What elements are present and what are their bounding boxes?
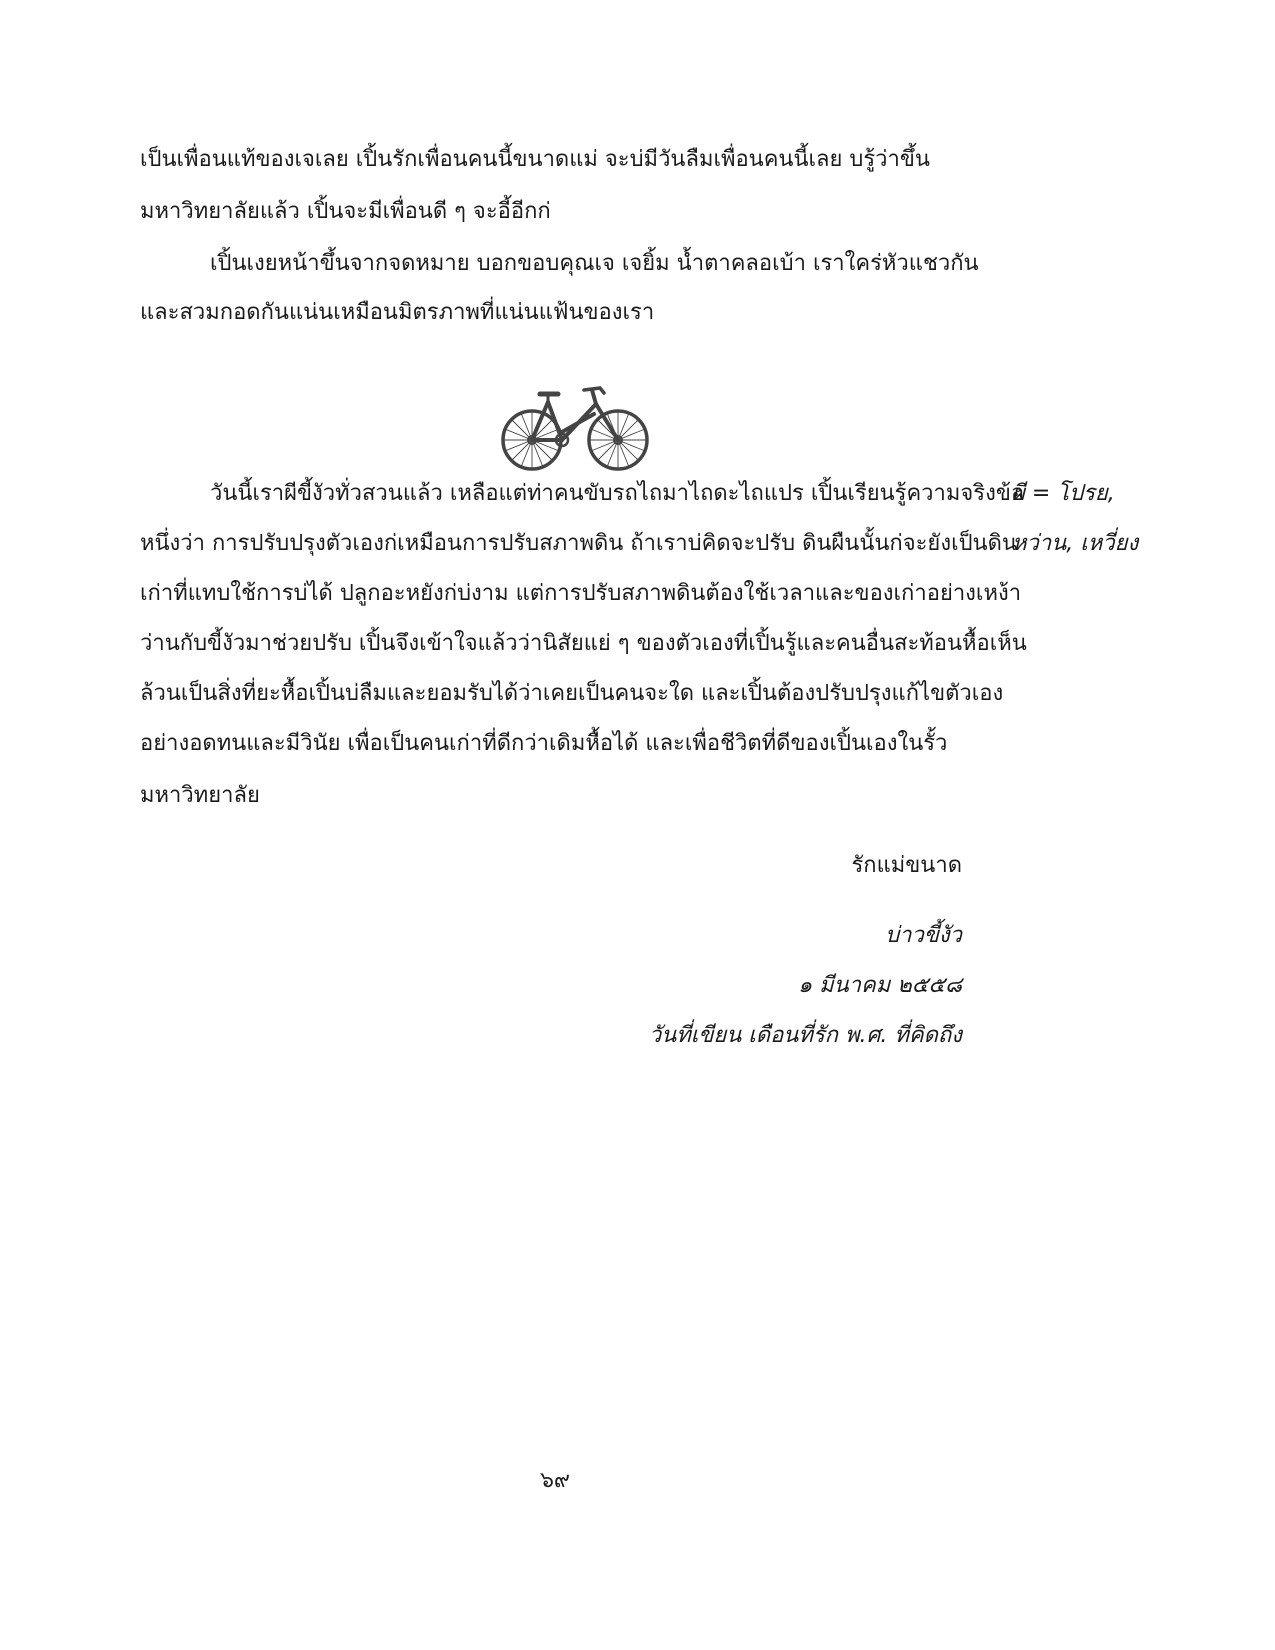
closing-caption: วันที่เขียน เดือนที่รัก พ.ศ. ที่คิดถึง xyxy=(648,1023,962,1048)
paragraph-line: หนึ่งว่า การปรับปรุงตัวเองก่เหมือนการปรับสภาพดิน ถ้าเราบ่คิดจะปรับ ดินผืนนั้นก่จะยังเป็นดิน xyxy=(140,531,1017,556)
closing-sender: บ่าวขี้งัว xyxy=(885,923,962,948)
paragraph-line: มหาวิทยาลัยแล้ว เปิ้นจะมีเพื่อนดี ๆ จะอี้อีกก่ xyxy=(140,199,551,224)
page-number: ๖๙ xyxy=(539,1468,571,1493)
paragraph-line: และสวมกอดกันแน่นเหมือนมิตรภาพที่แน่นแฟ้นของเรา xyxy=(140,300,655,325)
paragraph-line: ว่านกับขี้งัวมาช่วยปรับ เปิ้นจึงเข้าใจแล้วว่านิสัยแย่ ๆ ของตัวเองที่เปิ้นรู้และคนอื่นสะท้อนหื้อเห็น xyxy=(140,631,1027,656)
paragraph-line: เปิ้นเงยหน้าขึ้นจากจดหมาย บอกขอบคุณเจ เจยิ้ม น้ำตาคลอเบ้า เราใคร่หัวแชวกัน xyxy=(210,251,979,276)
paragraph-line: เป็นเพื่อนแท้ของเจเลย เปิ้นรักเพื่อนคนนี้ขนาดแม่ จะบ่มีวันลืมเพื่อนคนนี้เลย บรู้ว่าขึ้น xyxy=(140,147,930,172)
closing-salutation: รักแม่ขนาด xyxy=(851,853,962,878)
paragraph-line: มหาวิทยาลัย xyxy=(140,783,260,808)
paragraph-line: อย่างอดทนและมีวินัย เพื่อเป็นคนเก่าที่ดีกว่าเดิมหื้อได้ และเพื่อชีวิตที่ดีของเปิ้นเองในรั้ว xyxy=(140,731,948,756)
paragraph-line: เก่าที่แทบใช้การบ่ได้ ปลูกอะหยังก่บ่งาม แต่การปรับสภาพดินต้องใช้เวลาและของเก่าอย่างเหง้า xyxy=(140,581,1022,606)
bicycle-icon xyxy=(500,380,650,472)
margin-note: ผี = โปรย, xyxy=(1012,481,1115,506)
closing-date: ๑ มีนาคม ๒๕๕๘ xyxy=(798,973,962,998)
margin-note: หว่าน, เหวี่ยง xyxy=(1012,531,1139,556)
paragraph-line: ล้วนเป็นสิ่งที่ยะหื้อเปิ้นบ่ลืมและยอมรับได้ว่าเคยเป็นคนจะใด และเปิ้นต้องปรับปรุงแก้ไขตัวเอง xyxy=(140,681,1004,706)
paragraph-line: วันนี้เราผีขี้งัวทั่วสวนแล้ว เหลือแต่ท่าคนขับรถไถมาไถดะไถแปร เปิ้นเรียนรู้ความจริงข้อ xyxy=(210,481,1025,506)
